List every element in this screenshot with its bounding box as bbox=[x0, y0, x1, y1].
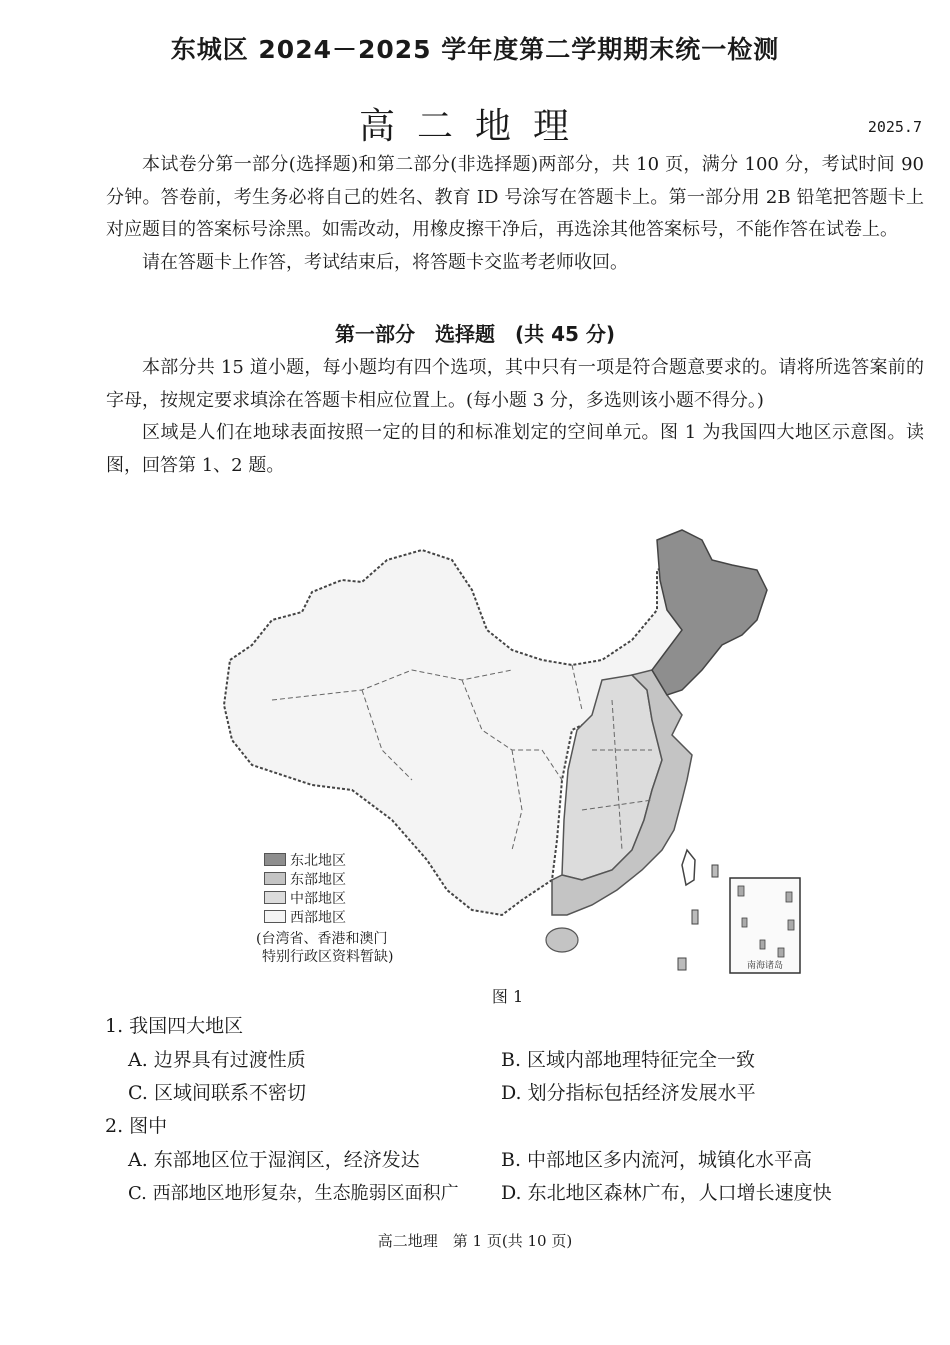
legend-swatch bbox=[264, 891, 286, 904]
question-stem-context: 区域是人们在地球表面按照一定的目的和标准划定的空间单元。图 1 为我国四大地区示意图。读图，回答第 1、2 题。 bbox=[106, 422, 924, 476]
legend-label: 东北地区 bbox=[290, 853, 346, 869]
exam-title: 东城区 2024－2025 学年度第二学期期末统一检测 bbox=[170, 35, 780, 64]
legend-label: 西部地区 bbox=[290, 910, 346, 926]
hainan-island bbox=[546, 928, 578, 952]
part1-intro-block bbox=[106, 352, 924, 482]
part1-title: 第一部分 选择题 (共 45 分) bbox=[334, 322, 616, 346]
question-2-option-c: C. 西部地区地形复杂，生态脆弱区面积广 bbox=[128, 1183, 459, 1204]
instruction-paragraph: 本试卷分第一部分(选择题)和第二部分(非选择题)两部分，共 10 页，满分 100 分，考试时间 90 分钟。答卷前，考生务必将自己的姓名、教育 ID 号涂写在答题卡上。第一部分用 2B 铅笔把答题卡上对应题目的答案标号涂黑。如需改动，用橡皮擦干净后，再选涂其他答案标号，不能作答在试卷上。 bbox=[106, 154, 924, 240]
legend-item-northeast bbox=[264, 850, 346, 870]
figure-caption: 图 1 bbox=[491, 987, 524, 1006]
legend-swatch bbox=[264, 853, 286, 866]
subject-title: 高二地理 bbox=[358, 106, 591, 147]
inset-label: 南海诸岛 bbox=[746, 961, 784, 971]
question-2-option-b: B. 中部地区多内流河，城镇化水平高 bbox=[501, 1149, 813, 1171]
question-2-option-a: A. 东部地区位于湿润区，经济发达 bbox=[128, 1149, 420, 1171]
taiwan-island bbox=[682, 850, 695, 885]
legend-label: 中部地区 bbox=[290, 891, 346, 907]
legend-item-west bbox=[264, 907, 346, 927]
exam-date: 2025.7 bbox=[867, 118, 922, 136]
instructions bbox=[106, 149, 924, 279]
question-1-option-b: B. 区域内部地理特征完全一致 bbox=[501, 1049, 756, 1071]
question-1-stem: 1. 我国四大地区 bbox=[105, 1015, 244, 1037]
question-1-option-c: C. 区域间联系不密切 bbox=[128, 1082, 306, 1104]
legend-item-central bbox=[264, 888, 346, 908]
island-mark bbox=[678, 958, 686, 970]
china-regions-map bbox=[212, 520, 812, 980]
legend-note-line1: (台湾省、香港和澳门 bbox=[256, 931, 388, 947]
legend-note-line2: 特别行政区资料暂缺) bbox=[262, 949, 394, 965]
legend-item-east bbox=[264, 869, 346, 889]
question-2-option-d: D. 东北地区森林广布，人口增长速度快 bbox=[501, 1182, 832, 1204]
question-1-option-d: D. 划分指标包括经济发展水平 bbox=[501, 1082, 756, 1104]
island-mark bbox=[712, 865, 718, 877]
legend-label: 东部地区 bbox=[290, 872, 346, 888]
page-footer: 高二地理 第 1 页(共 10 页) bbox=[377, 1232, 573, 1250]
instruction-paragraph: 请在答题卡上作答，考试结束后，将答题卡交监考老师收回。 bbox=[142, 251, 628, 273]
part1-intro: 本部分共 15 道小题，每小题均有四个选项，其中只有一项是符合题意要求的。请将所选答案前的字母，按规定要求填涂在答题卡相应位置上。(每小题 3 分，多选则该小题不得分。) bbox=[106, 357, 924, 411]
northeast-region bbox=[652, 530, 767, 695]
island-mark bbox=[692, 910, 698, 924]
legend-swatch bbox=[264, 910, 286, 923]
legend-swatch bbox=[264, 872, 286, 885]
question-2-stem: 2. 图中 bbox=[105, 1115, 168, 1137]
question-1-option-a: A. 边界具有过渡性质 bbox=[128, 1049, 306, 1071]
